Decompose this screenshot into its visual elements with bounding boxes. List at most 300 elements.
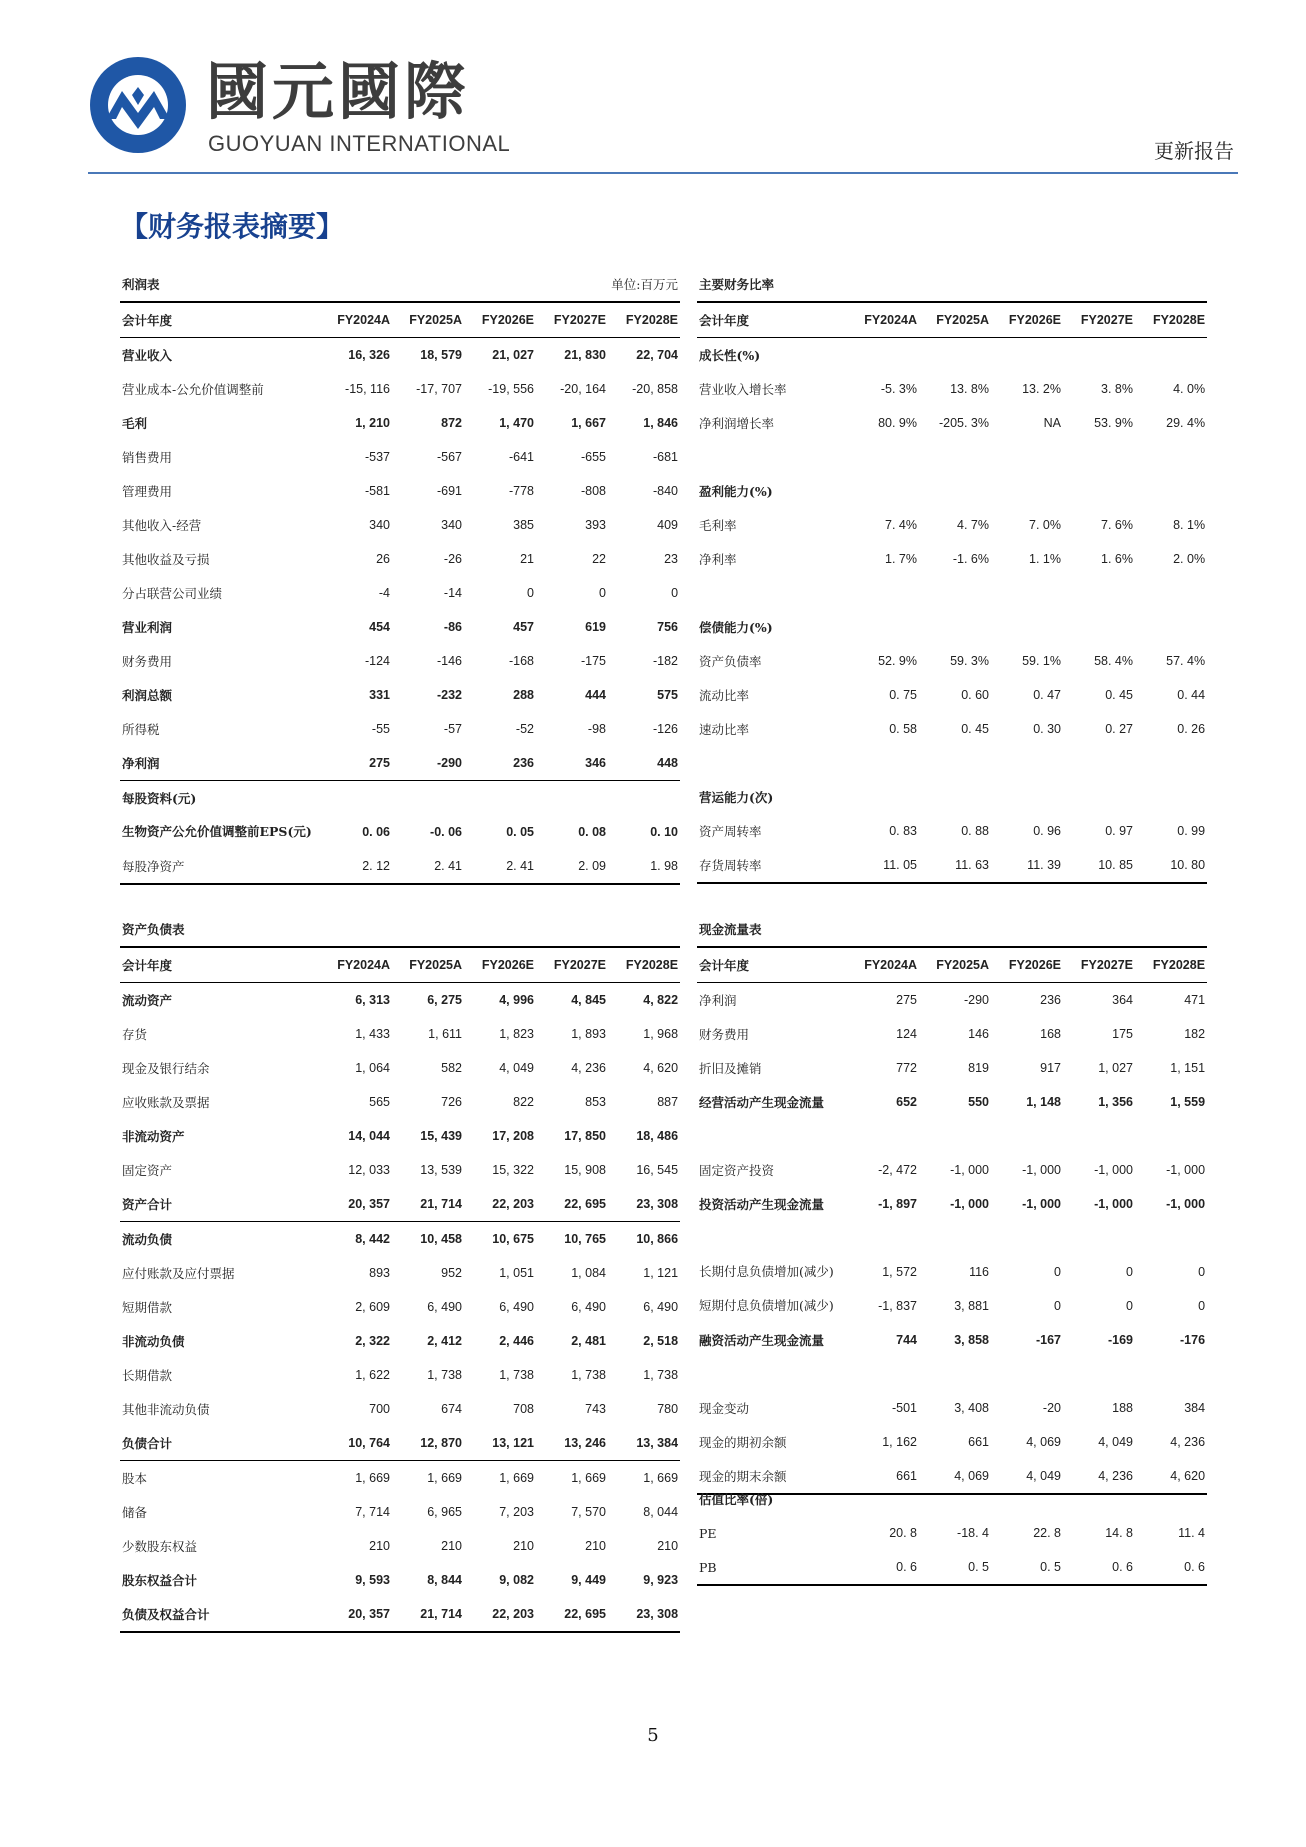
table-row (697, 508, 1207, 542)
table-cell: 1, 064 (355, 1060, 390, 1075)
table-cell: 893 (369, 1265, 390, 1280)
table-cell: 1, 611 (428, 1026, 462, 1041)
table-cell (1063, 440, 1135, 474)
table-row (120, 1222, 680, 1257)
table-cell: 15, 439 (420, 1128, 462, 1143)
table-cell (919, 440, 991, 474)
table-cell: 0. 05 (506, 824, 534, 839)
table-cell: 210 (657, 1538, 679, 1553)
table-cell: -1, 837 (878, 1298, 917, 1313)
table-cell (1135, 780, 1207, 814)
table-cell: 13, 246 (564, 1435, 606, 1450)
table-cell (991, 780, 1063, 814)
column-header-year: FY2025A (392, 947, 464, 983)
table-cell: 0 (599, 585, 606, 600)
row-label: 毛利率 (699, 517, 737, 533)
table-cell: 288 (513, 687, 534, 702)
table-cell: -1, 000 (950, 1162, 989, 1177)
table-row (697, 610, 1207, 644)
table-cell: 182 (1184, 1026, 1206, 1041)
table-cell: 1, 121 (643, 1265, 679, 1280)
cash-flow-header-row (697, 947, 1207, 983)
table-cell (1063, 1119, 1135, 1153)
table-cell: 10, 765 (536, 1222, 608, 1257)
table-cell: 12, 033 (348, 1162, 390, 1177)
table-cell: -20 (1042, 1400, 1061, 1415)
table-cell: 10, 675 (464, 1222, 536, 1257)
table-cell: -5. 3% (880, 381, 917, 396)
valuation-ratios-table (697, 1448, 1207, 1586)
table-cell: 385 (513, 517, 534, 532)
table-cell (1063, 1448, 1135, 1482)
table-cell: 21, 027 (492, 347, 534, 362)
table-cell (991, 1357, 1063, 1391)
row-label: 营业成本-公允价值调整前 (122, 381, 264, 397)
table-cell: 1, 738 (499, 1367, 534, 1382)
table-cell: 3. 8% (1101, 381, 1133, 396)
table-cell (991, 1119, 1063, 1153)
table-cell: 22, 203 (464, 1597, 536, 1632)
table-cell: 4, 822 (643, 992, 679, 1007)
table-cell: 7, 570 (571, 1504, 606, 1519)
table-cell (1063, 1221, 1135, 1255)
table-cell: 8, 844 (427, 1572, 462, 1587)
table-row (697, 1323, 1207, 1357)
table-cell: -501 (891, 1400, 917, 1415)
table-cell: 1, 148 (1026, 1094, 1061, 1109)
table-cell (919, 610, 991, 644)
table-cell (919, 1448, 991, 1482)
table-cell: -98 (587, 721, 606, 736)
table-cell: -17, 707 (416, 381, 462, 396)
table-row (697, 1187, 1207, 1221)
table-cell: 21, 830 (564, 347, 606, 362)
table-row (697, 983, 1207, 1018)
table-cell: 9, 082 (499, 1572, 534, 1587)
table-cell: -232 (436, 687, 462, 702)
table-cell: 10, 764 (348, 1435, 390, 1450)
column-header-year: FY2026E (991, 302, 1063, 338)
table-cell: -15, 116 (345, 381, 390, 396)
table-cell: 4, 236 (571, 1060, 606, 1075)
table-cell: -126 (652, 721, 679, 736)
table-cell: 17, 850 (564, 1128, 606, 1143)
table-cell: 819 (968, 1060, 989, 1075)
row-label: 流动负债 (120, 1222, 320, 1257)
row-label: 净利率 (699, 551, 737, 567)
row-label: 经营活动产生现金流量 (699, 1094, 825, 1110)
table-cell: 11. 05 (847, 848, 919, 883)
row-label: 其他非流动负债 (122, 1401, 210, 1417)
table-cell (1063, 1357, 1135, 1391)
table-cell (919, 746, 991, 780)
table-cell: 2, 446 (499, 1333, 534, 1348)
table-cell: 1. 1% (1029, 551, 1061, 566)
table-row (697, 576, 1207, 610)
table-cell: 13, 121 (492, 1435, 534, 1450)
table-cell (608, 781, 680, 816)
table-cell: 15, 322 (492, 1162, 534, 1177)
table-row (697, 440, 1207, 474)
financial-ratios-header-row (697, 302, 1207, 338)
table-cell: 743 (585, 1401, 606, 1416)
table-cell: 188 (1112, 1400, 1133, 1415)
table-cell: 4, 069 (1026, 1434, 1061, 1449)
table-row (120, 1324, 680, 1358)
table-cell: 582 (441, 1060, 462, 1075)
table-cell (1135, 440, 1207, 474)
table-cell: 6, 490 (499, 1299, 534, 1314)
table-cell: 8, 442 (320, 1222, 392, 1257)
table-cell (991, 1482, 1063, 1516)
table-cell: 872 (441, 415, 462, 430)
table-cell: 0. 6 (847, 1550, 919, 1585)
column-header-year: FY2028E (608, 302, 680, 338)
row-label: 融资活动产生现金流量 (699, 1332, 825, 1348)
table-cell: 1, 738 (571, 1367, 606, 1382)
income-statement-unit: 单位:百万元 (611, 276, 679, 292)
row-label: 短期付息负债增加(减少) (699, 1298, 834, 1313)
table-cell: 340 (441, 517, 462, 532)
row-label: 固定资产 (122, 1162, 173, 1178)
table-cell: 8. 1% (1173, 517, 1206, 532)
table-cell: 1. 98 (608, 849, 680, 884)
table-row (697, 1550, 1207, 1585)
row-label (697, 1448, 847, 1482)
table-cell: 10, 866 (608, 1222, 680, 1257)
table-row (120, 576, 680, 610)
table-cell: -55 (371, 721, 390, 736)
table-cell: 575 (657, 687, 679, 702)
table-cell: -146 (436, 653, 462, 668)
row-label: 固定资产投资 (699, 1162, 775, 1178)
table-cell: 2, 481 (571, 1333, 606, 1348)
column-header-label: 会计年度 (120, 302, 320, 338)
table-cell (919, 576, 991, 610)
table-cell: 16, 326 (348, 347, 390, 362)
table-cell: 4, 049 (991, 1459, 1063, 1494)
table-cell: 331 (369, 687, 390, 702)
row-label: 其他收益及亏损 (122, 551, 210, 567)
table-cell: 2. 12 (320, 849, 392, 884)
row-label: 负债及权益合计 (120, 1597, 320, 1632)
row-label: 毛利 (122, 415, 148, 431)
table-cell: 0. 96 (1033, 823, 1061, 838)
table-cell: 822 (513, 1094, 534, 1109)
table-cell: 9, 449 (571, 1572, 606, 1587)
table-cell: 1, 968 (643, 1026, 679, 1041)
table-row (697, 678, 1207, 712)
table-cell: 58. 4% (1094, 653, 1133, 668)
table-cell: 9, 923 (643, 1572, 679, 1587)
table-row (120, 746, 680, 781)
table-cell: 59. 1% (1022, 653, 1061, 668)
column-header-year: FY2024A (320, 302, 392, 338)
table-cell (847, 1119, 919, 1153)
table-cell: -175 (580, 653, 606, 668)
table-cell: 0. 45 (1105, 687, 1133, 702)
table-cell: 1, 669 (608, 1461, 680, 1496)
row-label: PE (699, 1525, 717, 1541)
table-cell: 340 (369, 517, 390, 532)
brand-name-en: GUOYUAN INTERNATIONAL (208, 131, 511, 156)
table-cell: 1, 151 (1170, 1060, 1206, 1075)
column-header-year: FY2026E (464, 947, 536, 983)
table-row (697, 1085, 1207, 1119)
table-row (697, 1119, 1207, 1153)
table-cell: 952 (441, 1265, 462, 1280)
table-cell: -14 (443, 585, 462, 600)
table-cell (919, 780, 991, 814)
table-cell: 0. 88 (961, 823, 989, 838)
table-row (697, 780, 1207, 814)
table-cell: 146 (968, 1026, 989, 1041)
table-row (120, 1529, 680, 1563)
column-header-year: FY2027E (1063, 302, 1135, 338)
column-header-year: FY2027E (536, 947, 608, 983)
table-cell: 13. 2% (1022, 381, 1061, 396)
row-label: 财务费用 (699, 1026, 750, 1042)
row-label: 分占联营公司业绩 (122, 585, 223, 601)
row-label: 存货 (122, 1026, 148, 1042)
table-cell: 0. 99 (1177, 823, 1206, 838)
row-label: 流动资产 (122, 992, 173, 1008)
row-label: 营业收入增长率 (699, 381, 787, 397)
table-cell: 7. 0% (1029, 517, 1061, 532)
table-cell: -52 (515, 721, 534, 736)
table-cell: 1, 084 (571, 1265, 606, 1280)
table-cell: 20, 357 (348, 1196, 390, 1211)
table-cell (919, 338, 991, 373)
table-cell: 0. 97 (1105, 823, 1133, 838)
table-cell: 2, 518 (643, 1333, 679, 1348)
table-cell: 471 (1184, 992, 1206, 1007)
column-header-year: FY2026E (991, 947, 1063, 983)
income-statement-title: 利润表 (122, 276, 160, 292)
cash-flow-title: 现金流量表 (699, 921, 762, 937)
header-divider (88, 172, 1238, 174)
table-cell (464, 781, 536, 816)
income-statement-table (120, 267, 680, 885)
table-cell: 16, 545 (636, 1162, 679, 1177)
table-cell: -169 (1107, 1332, 1133, 1347)
table-cell: 9, 593 (355, 1572, 390, 1587)
row-label: 长期借款 (122, 1367, 173, 1383)
table-cell: 11. 4 (1178, 1525, 1205, 1540)
row-label: 财务费用 (122, 653, 173, 669)
table-cell: 1, 356 (1098, 1094, 1133, 1109)
table-cell: 409 (657, 517, 679, 532)
row-label (697, 1119, 847, 1153)
guoyuan-logo-icon (88, 55, 188, 155)
table-cell: 2. 41 (464, 849, 536, 884)
table-cell: 4, 236 (1170, 1434, 1206, 1449)
row-label: 投资活动产生现金流量 (699, 1196, 825, 1212)
table-cell (847, 1357, 919, 1391)
table-cell: -57 (443, 721, 462, 736)
table-cell: 0. 58 (889, 721, 917, 736)
table-cell: 1, 433 (355, 1026, 390, 1041)
table-cell: 6, 275 (427, 992, 462, 1007)
table-cell: -20, 164 (560, 381, 606, 396)
table-cell: 2. 41 (392, 849, 464, 884)
table-cell (392, 781, 464, 816)
table-row (697, 848, 1207, 883)
table-cell: 236 (1040, 992, 1061, 1007)
table-cell: 0. 83 (889, 823, 917, 838)
table-cell (991, 610, 1063, 644)
column-header-label: 会计年度 (120, 947, 320, 983)
table-cell: 661 (847, 1459, 919, 1494)
table-cell: 18, 486 (636, 1128, 679, 1143)
table-cell (1135, 1357, 1207, 1391)
row-label: 少数股东权益 (122, 1538, 198, 1554)
table-cell: 21, 714 (392, 1597, 464, 1632)
table-cell: -1. 6% (952, 551, 989, 566)
table-cell: -681 (652, 449, 679, 464)
table-cell: -167 (1035, 1332, 1061, 1347)
table-cell: 210 (585, 1538, 606, 1553)
table-row (697, 1516, 1207, 1550)
table-cell: 22, 695 (564, 1196, 606, 1211)
table-cell: 550 (968, 1094, 989, 1109)
table-cell: 1, 669 (392, 1461, 464, 1496)
table-cell: 1. 6% (1101, 551, 1133, 566)
row-label: 净利润 (122, 755, 160, 771)
row-label: 每股资料(元) (120, 781, 320, 816)
table-row (120, 1495, 680, 1529)
column-header-year: FY2025A (392, 302, 464, 338)
table-cell: 1, 572 (882, 1264, 917, 1279)
table-cell (1135, 338, 1207, 373)
table-cell: 4, 620 (643, 1060, 679, 1075)
table-cell: -18. 4 (957, 1525, 989, 1540)
table-cell: -19, 556 (488, 381, 534, 396)
table-cell: 7. 4% (885, 517, 917, 532)
table-cell: 1, 051 (499, 1265, 534, 1280)
table-cell: -86 (443, 619, 462, 634)
table-cell: -840 (652, 483, 679, 498)
table-cell: 6, 965 (427, 1504, 462, 1519)
table-cell: -2, 472 (878, 1162, 917, 1177)
table-cell: 13, 539 (420, 1162, 462, 1177)
table-cell (1063, 576, 1135, 610)
row-label (697, 440, 847, 474)
table-row (697, 1051, 1207, 1085)
row-label: 管理费用 (122, 483, 173, 499)
table-row (697, 1153, 1207, 1187)
row-label: 资产负债率 (699, 653, 762, 669)
balance-sheet-table (120, 912, 680, 1633)
table-cell: 22 (592, 551, 606, 566)
table-cell: 853 (585, 1094, 606, 1109)
table-row (120, 440, 680, 474)
table-cell: 7, 714 (355, 1504, 390, 1519)
table-cell (847, 474, 919, 508)
table-cell: 11. 39 (991, 848, 1063, 883)
table-cell: 1, 162 (882, 1434, 917, 1449)
table-cell: 10. 85 (1063, 848, 1135, 883)
table-cell: 364 (1112, 992, 1133, 1007)
report-header (88, 55, 1238, 175)
table-cell: -641 (508, 449, 534, 464)
table-cell (1135, 1119, 1207, 1153)
page-number: 5 (647, 1725, 659, 1746)
table-row (120, 338, 680, 373)
table-cell: -20, 858 (632, 381, 679, 396)
table-cell: -176 (1180, 1332, 1206, 1347)
table-cell: 22, 695 (536, 1597, 608, 1632)
table-cell: 17, 208 (492, 1128, 534, 1143)
table-cell: 4. 0% (1173, 381, 1206, 396)
table-cell (1063, 610, 1135, 644)
row-label: 速动比率 (699, 721, 750, 737)
table-cell (1135, 576, 1207, 610)
table-row (120, 372, 680, 406)
row-label (697, 1357, 847, 1391)
row-label: 资产周转率 (699, 823, 762, 839)
table-cell: 652 (896, 1094, 917, 1109)
table-row (120, 1085, 680, 1119)
table-cell: 0. 45 (961, 721, 989, 736)
table-cell: -1, 000 (1094, 1196, 1133, 1211)
table-cell: -1, 000 (1094, 1162, 1133, 1177)
table-cell: NA (1043, 415, 1061, 430)
table-cell: 6, 490 (571, 1299, 606, 1314)
table-cell: -168 (508, 653, 534, 668)
row-label: 成长性(%) (699, 347, 761, 363)
table-cell: -4 (378, 585, 390, 600)
table-row (697, 1448, 1207, 1482)
row-label: 每股净资产 (120, 849, 320, 884)
table-row (120, 610, 680, 644)
table-cell: 0. 44 (1177, 687, 1206, 702)
table-cell (991, 1221, 1063, 1255)
table-row (120, 508, 680, 542)
table-row (120, 781, 680, 816)
table-cell: -124 (364, 653, 390, 668)
table-cell (847, 1482, 919, 1516)
table-row (120, 1461, 680, 1496)
table-cell: 2. 09 (536, 849, 608, 884)
table-row (120, 1597, 680, 1632)
table-cell: -567 (436, 449, 462, 464)
table-cell: 726 (441, 1094, 462, 1109)
table-cell: 887 (657, 1094, 679, 1109)
row-label (697, 1221, 847, 1255)
row-label: 现金变动 (699, 1400, 750, 1416)
table-cell: 1, 210 (355, 415, 390, 430)
table-row (120, 1358, 680, 1392)
table-cell: 7. 6% (1101, 517, 1133, 532)
table-cell: 454 (369, 619, 390, 634)
table-cell: -290 (963, 992, 989, 1007)
table-row (120, 1290, 680, 1324)
table-cell: 124 (896, 1026, 917, 1041)
column-header-year: FY2028E (1135, 947, 1207, 983)
table-cell (919, 1119, 991, 1153)
table-cell: 29. 4% (1166, 415, 1206, 430)
row-label: 非流动资产 (122, 1128, 185, 1144)
table-cell: 22, 704 (636, 347, 679, 362)
table-cell: 1, 846 (643, 415, 679, 430)
table-cell: 4. 7% (957, 517, 989, 532)
table-cell: 708 (513, 1401, 534, 1416)
table-cell: -205. 3% (938, 415, 989, 430)
table-cell: 0 (1054, 1298, 1061, 1313)
table-cell: 53. 9% (1094, 415, 1133, 430)
table-row (120, 815, 680, 849)
